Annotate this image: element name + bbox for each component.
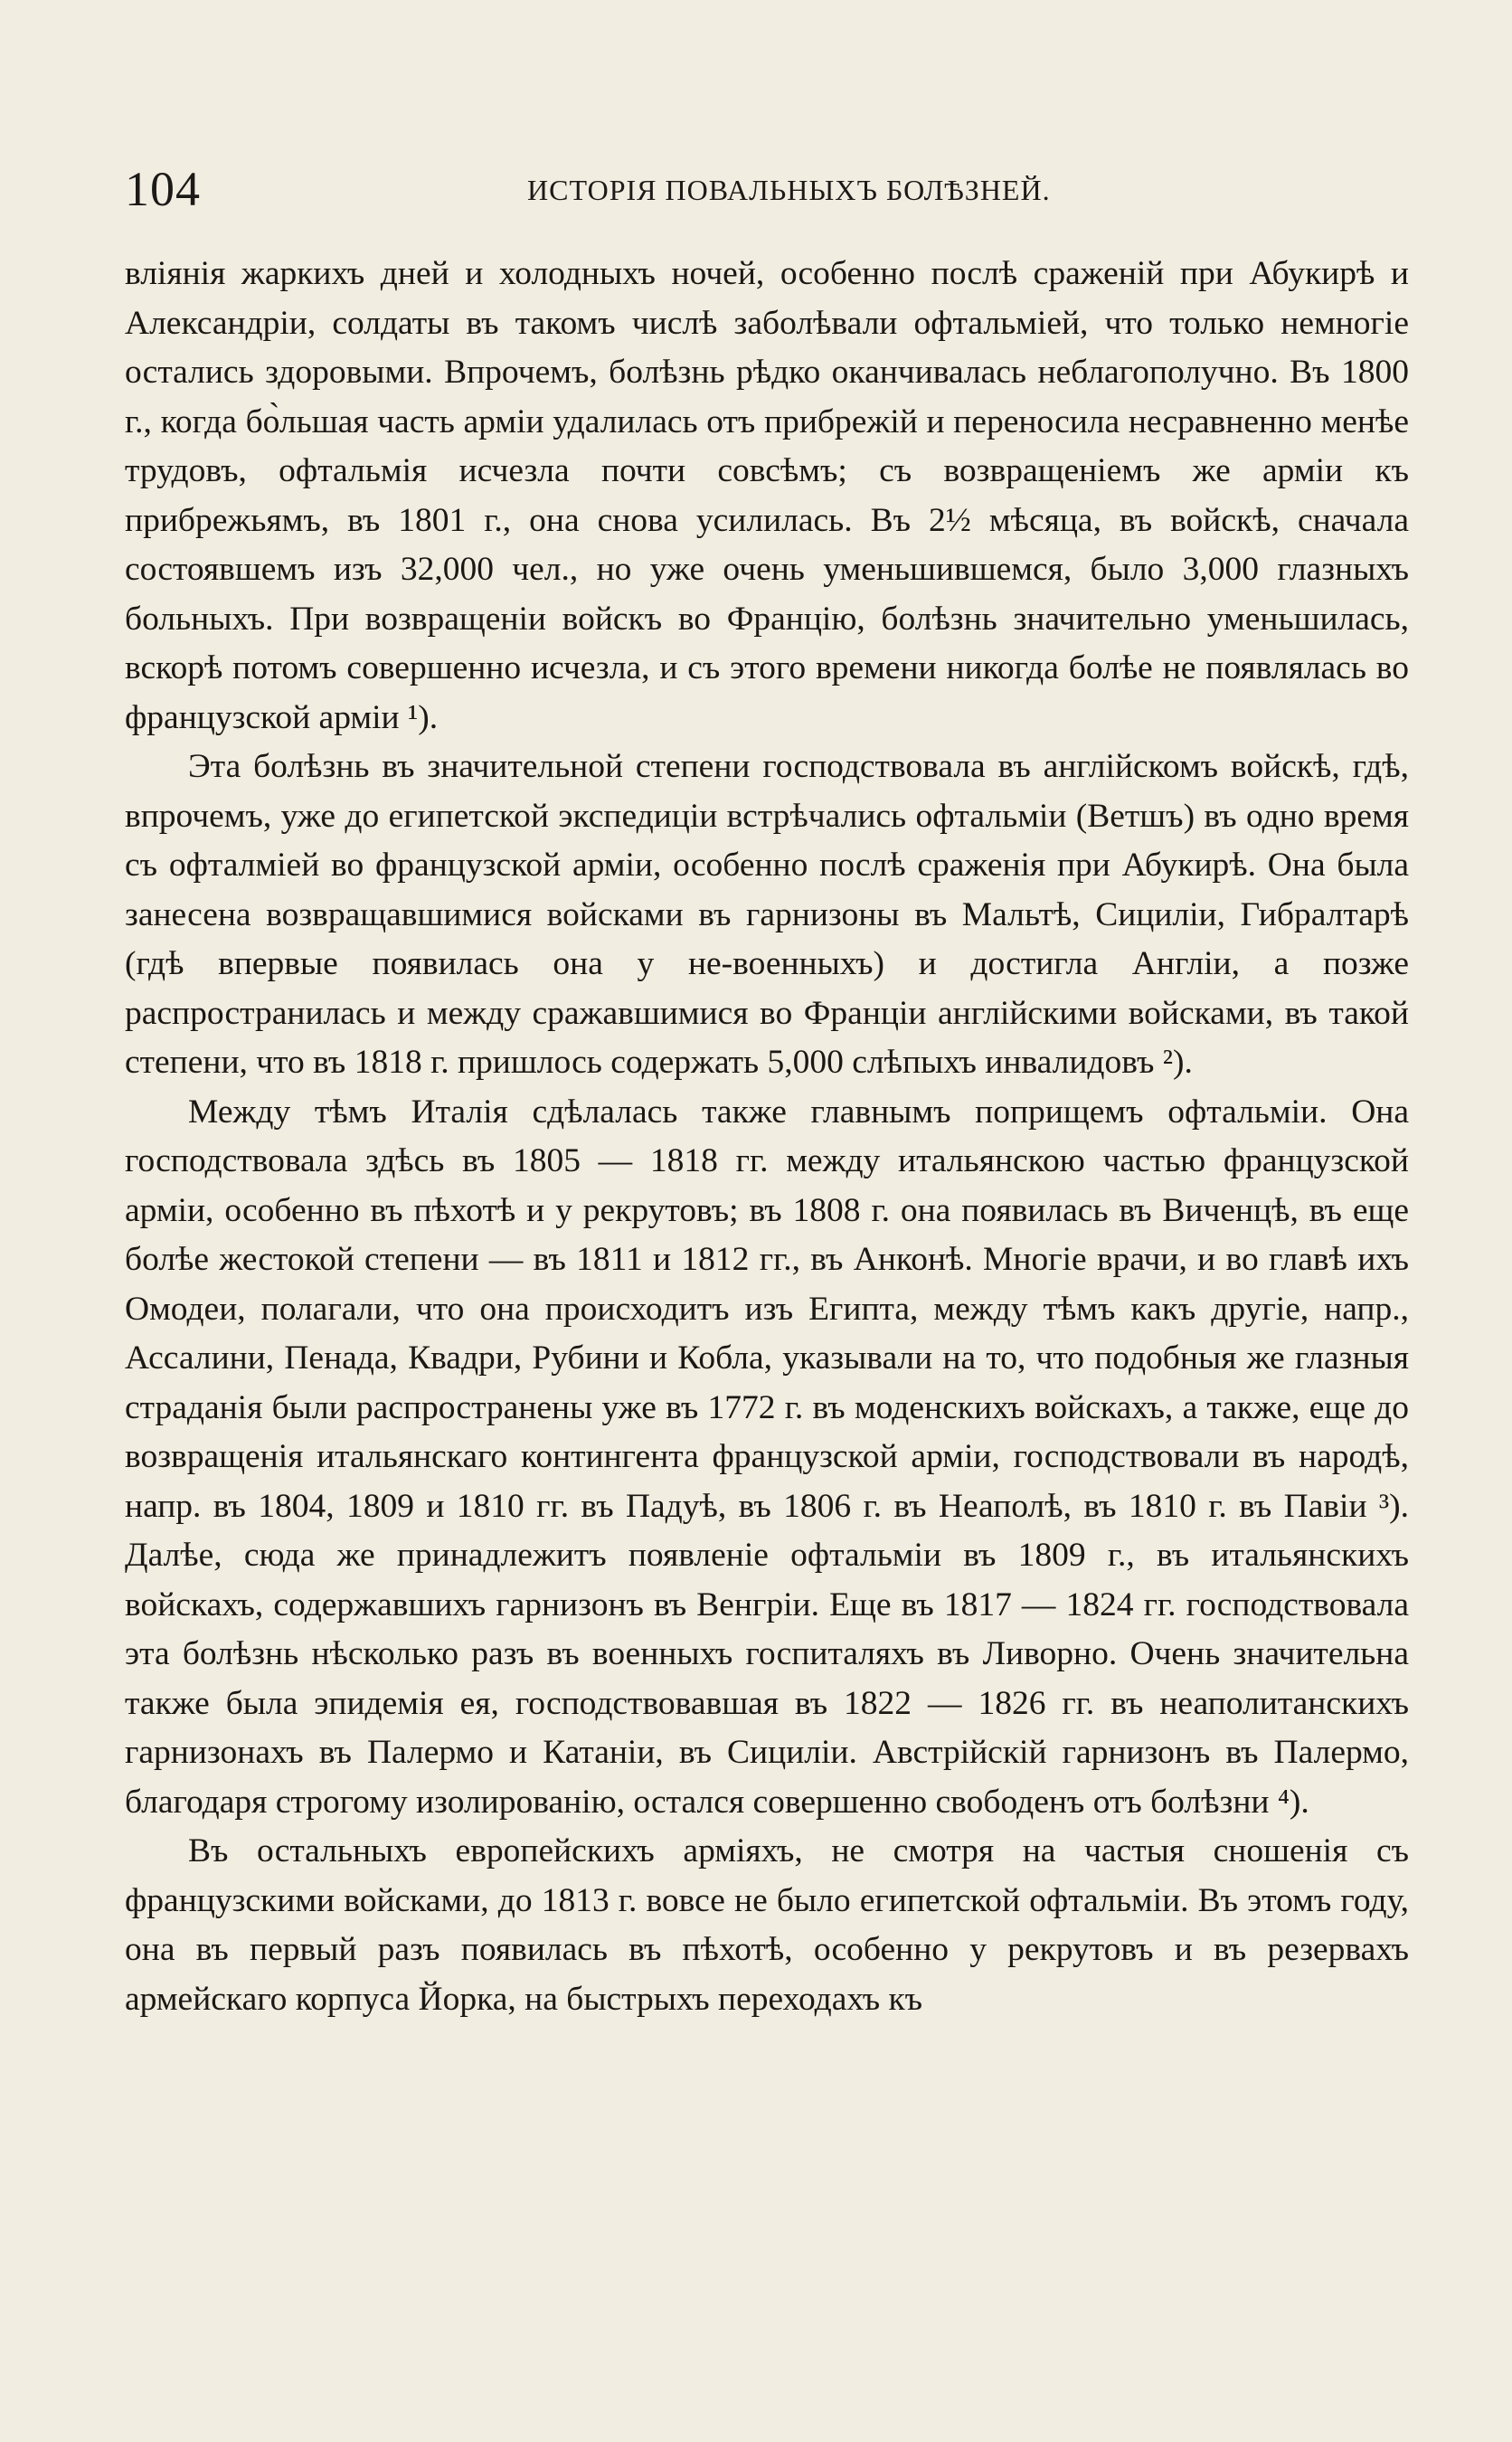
paragraph-4: Въ остальныхъ европейскихъ арміяхъ, не смотря на частыя сношенія съ французскими войсками, до 1813 г. вовсе не было египетской офтальміи. Въ этомъ году, она въ первый разъ появилась въ пѣхотѣ, особенно у рекрутовъ и въ резервахъ армейскаго корпуса Йорка, на быстрыхъ переходахъ къ (125, 1832, 1409, 2018)
paragraph-3: Между тѣмъ Италія сдѣлалась также главнымъ поприщемъ офтальміи. Она господствовала здѣсь въ 1805 — 1818 гг. между итальянскою частью французской арміи, особенно въ пѣхотѣ и у рекрутовъ; въ 1808 г. она появилась въ Виченцѣ, въ еще болѣе жестокой степени — въ 1811 и 1812 гг., въ Анконѣ. Многіе врачи, и во главѣ ихъ Омодеи, полагали, что она происходитъ изъ Египта, между тѣмъ какъ другіе, напр., Ассалини, Пенада, Квадри, Рубини и Кобла, указывали на то, что подобныя же глазныя страданія были распространены уже въ 1772 г. въ моденскихъ войскахъ, а также, еще до возвращенія итальянскаго контингента французской арміи, господствовали въ народѣ, напр. въ 1804, 1809 и 1810 гг. въ Падуѣ, въ 1806 г. въ Неаполѣ, въ 1810 г. въ Павіи ³). Далѣе, сюда же принадлежитъ появленіе офтальміи въ 1809 г., въ итальянскихъ войскахъ, содержавшихъ гарнизонъ въ Венгріи. Еще въ 1817 — 1824 гг. господствовала эта болѣзнь нѣсколько разъ въ военныхъ госпиталяхъ въ Ливорно. Очень значительна также была эпидемія ея, господствовавшая въ 1822 — 1826 гг. въ неаполитанскихъ гарнизонахъ въ Палермо и Катаніи, въ Сициліи. Австрійскій гарнизонъ въ Палермо, благодаря строгому изолированію, остался совершенно свободенъ отъ болѣзни ⁴). (125, 1093, 1409, 1821)
page-number: 104 (125, 162, 201, 216)
paragraph-2: Эта болѣзнь въ значительной степени господствовала въ англійскомъ войскѣ, гдѣ, впрочемъ, уже до египетской экспедиціи встрѣчались офтальміи (Ветшъ) въ одно время съ офталміей во французской арміи, особенно послѣ сраженія при Абукирѣ. Она была занесена возвращавшимися войсками въ гарнизоны въ Мальтѣ, Сициліи, Гибралтарѣ (гдѣ впервые появилась она у не-военныхъ) и достигла Англіи, а позже распространилась и между сражавшимися во Франціи англійскими войсками, въ такой степени, что въ 1818 г. пришлось содержать 5,000 слѣпыхъ инвалидовъ ²). (125, 748, 1409, 1081)
page-header (125, 161, 1427, 224)
running-title: ИСТОРІЯ ПОВАЛЬНЫХЪ БОЛѢЗНЕЙ. (527, 174, 1051, 206)
paragraph-1: вліянія жаркихъ дней и холодныхъ ночей, особенно послѣ сраженій при Абукирѣ и Александріи, солдаты въ такомъ числѣ заболѣвали офтальміей, что только немногіе остались здоровыми. Впрочемъ, болѣзнь рѣдко оканчивалась неблагополучно. Въ 1800 г., когда бо̀льшая часть арміи удалилась отъ прибрежій и переносила несравненно менѣе трудовъ, офтальмія исчезла почти совсѣмъ; съ возвращеніемъ же арміи къ прибрежьямъ, въ 1801 г., она снова усилилась. Въ 2½ мѣсяца, въ войскѣ, сначала состоявшемъ изъ 32,000 чел., но уже очень уменьшившемся, было 3,000 глазныхъ больныхъ. При возвращеніи войскъ во Францію, болѣзнь значительно уменьшилась, вскорѣ потомъ совершенно исчезла, и съ этого времени никогда болѣе не появлялась во французской арміи ¹). (125, 255, 1409, 736)
body-text (125, 250, 1409, 2024)
